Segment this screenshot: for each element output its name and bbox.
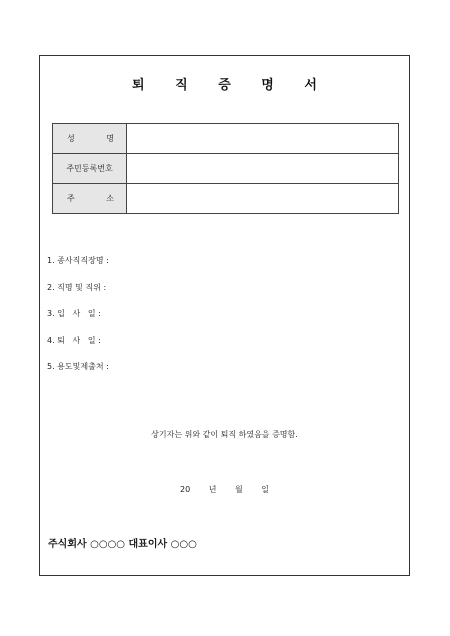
company-signature: 주식회사 ○○○○ 대표이사 ○○○ (48, 539, 197, 550)
label-name-part1: 성 (67, 134, 75, 143)
table-row-resident-number (53, 154, 399, 184)
item-hire-date: 3. 입 사 일 : (47, 309, 101, 318)
label-resident-number: 주민등록번호 (53, 154, 127, 184)
table-row-name (53, 124, 399, 154)
date-month-label: 월 (235, 485, 243, 494)
table-row-address (53, 184, 399, 214)
item-retire-date: 4. 퇴 사 일 : (47, 335, 101, 345)
date-line (39, 484, 410, 495)
date-day-label: 일 (261, 485, 270, 494)
value-name (127, 124, 399, 154)
label-address-part1: 주 (67, 194, 75, 203)
item-purpose: 5. 용도및제출처 : (47, 362, 109, 371)
value-address (127, 184, 399, 214)
certification-statement: 상기자는 위와 같이 퇴직 하였음을 증명함. (151, 430, 298, 439)
personal-info-table (52, 123, 399, 214)
item-list (47, 256, 109, 389)
date-year-prefix: 20 (179, 485, 191, 494)
label-address-part2: 소 (106, 194, 114, 203)
item-position: 2. 직명 및 직위 : (47, 282, 107, 292)
label-name-part2: 명 (106, 134, 114, 143)
label-address (53, 184, 127, 214)
document-title: 퇴 직 증 명 서 (132, 78, 330, 93)
date-year-label: 년 (208, 485, 217, 494)
label-name (53, 124, 127, 154)
value-resident-number (127, 154, 399, 184)
item-workplace: 1. 종사직직장명 : (47, 256, 109, 265)
